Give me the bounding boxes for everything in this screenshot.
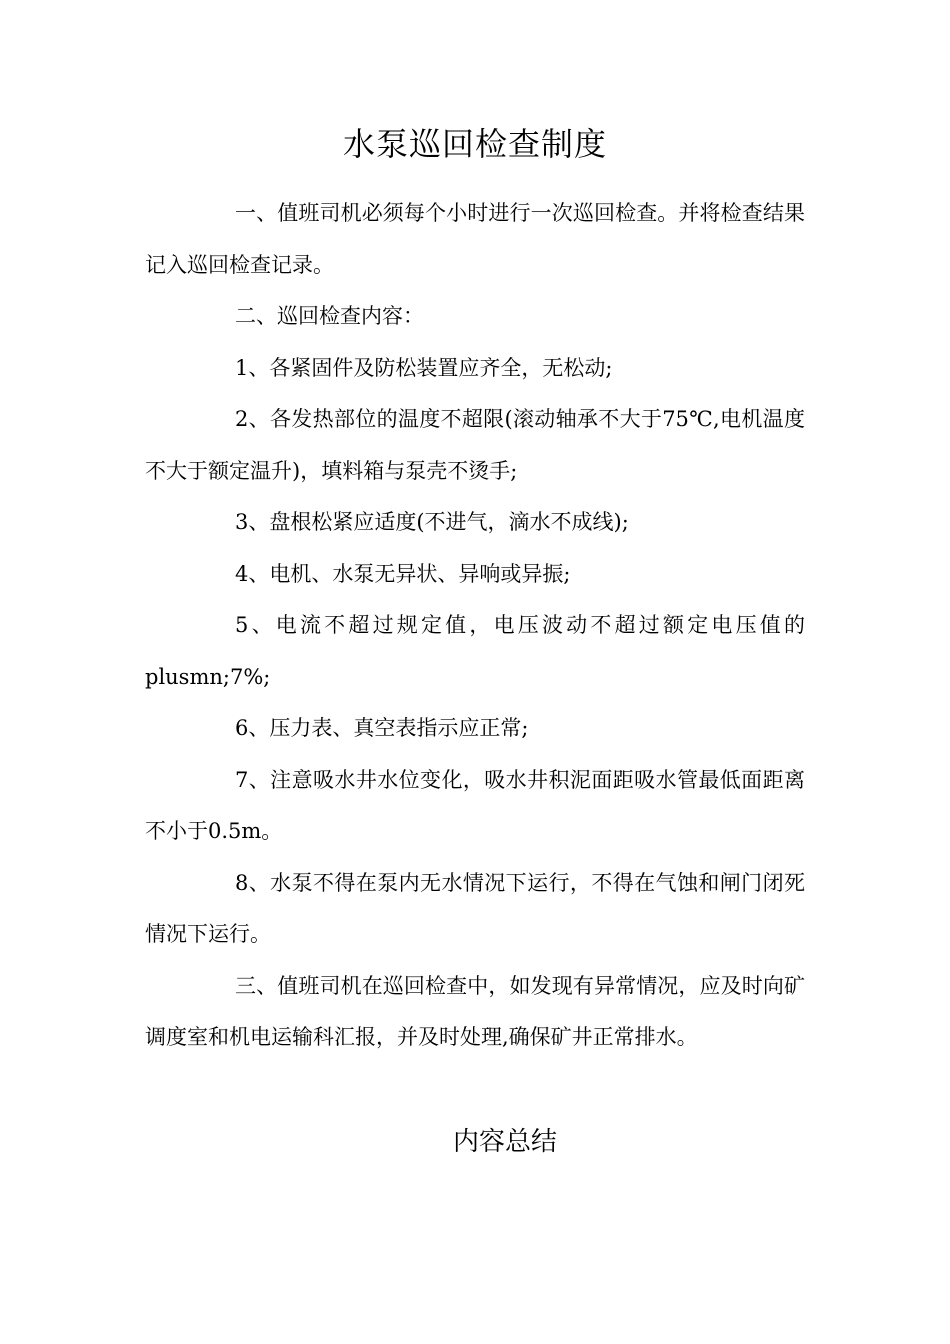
- paragraph-rule-3: 三、值班司机在巡回检查中，如发现有异常情况，应及时向矿调度室和机电运输科汇报，并及时处理,确保矿井正常排水。: [145, 973, 805, 1049]
- paragraph-item-6: 6、压力表、真空表指示应正常;: [235, 716, 529, 740]
- paragraph-item-1: 1、各紧固件及防松装置应齐全，无松动;: [235, 355, 613, 380]
- document-title: 水泵巡回检查制度: [342, 125, 607, 163]
- paragraph-item-2: 2、各发热部位的温度不超限(滚动轴承不大于75℃,电机温度不大于额定温升)，填料箱与泵壳不烫手;: [145, 407, 805, 483]
- paragraph-item-8: 8、水泵不得在泵内无水情况下运行，不得在气蚀和闸门闭死情况下运行。: [145, 870, 805, 946]
- paragraph-rule-2-heading: 二、巡回检查内容：: [235, 304, 424, 328]
- paragraph-rule-1: 一、值班司机必须每个小时进行一次巡回检查。并将检查结果记入巡回检查记录。: [145, 201, 805, 277]
- paragraph-item-5: 5、电流不超过规定值，电压波动不超过额定电压值的plusmn;7%;: [145, 613, 805, 689]
- paragraph-item-4: 4、电机、水泵无异状、异响或异振;: [235, 561, 571, 586]
- paragraph-item-3: 3、盘根松紧应适度(不进气，滴水不成线);: [235, 510, 629, 534]
- document-body: [145, 188, 805, 1064]
- paragraph-item-7: 7、注意吸水井水位变化，吸水井积泥面距吸水管最低面距离不小于0.5m。: [145, 767, 805, 843]
- summary-heading: 内容总结: [452, 1127, 557, 1157]
